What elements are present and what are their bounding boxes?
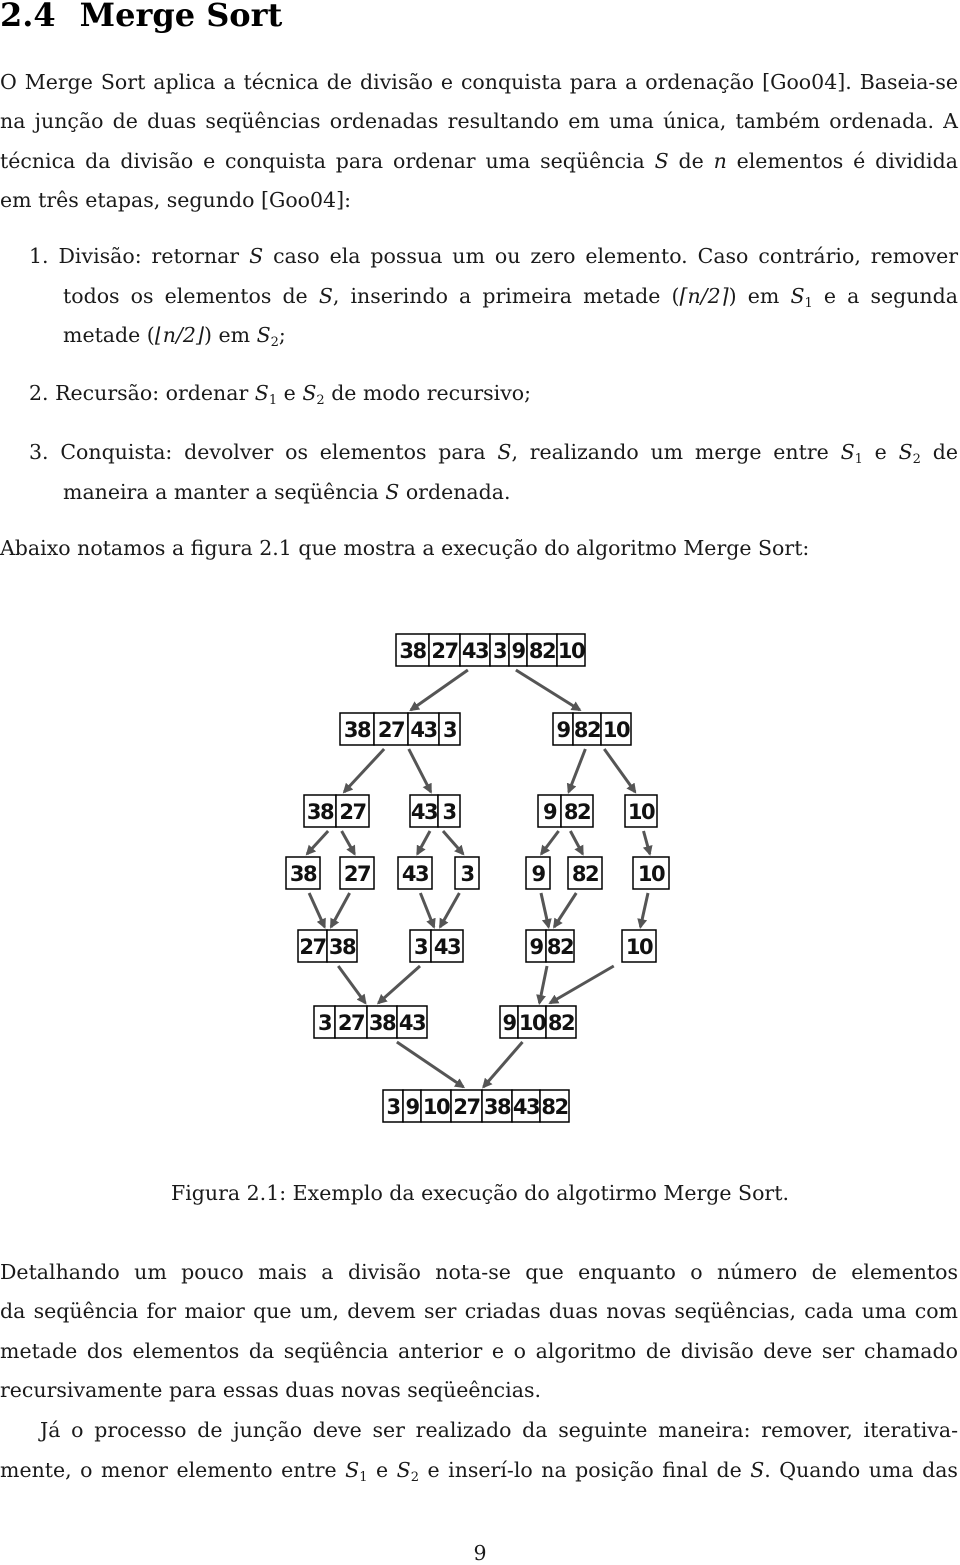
sequence-box	[553, 713, 631, 745]
para2-line-2: da seqüência for maior que um, devem ser criadas duas novas seqüências, cada uma com	[0, 1299, 958, 1323]
flow-arrow	[570, 831, 582, 854]
sequence-value: 3	[386, 1095, 400, 1119]
sequence-box	[340, 857, 374, 889]
sequence-value: 82	[528, 639, 556, 663]
sequence-value: 3	[460, 862, 474, 886]
sequence-value: 27	[299, 935, 326, 959]
sequence-value: 9	[502, 1011, 516, 1035]
flow-arrow	[409, 749, 431, 792]
flow-arrow	[440, 893, 459, 927]
sequence-value: 27	[431, 639, 458, 663]
sequence-value: 27	[339, 800, 366, 824]
sequence-value: 3	[317, 1011, 332, 1035]
sequence-value: 43	[398, 1011, 426, 1035]
sequence-value: 82	[573, 718, 601, 742]
flow-arrow	[483, 1042, 522, 1087]
flow-arrow	[420, 893, 434, 927]
para2-line-3: metade dos elementos da seqüência anterior e o algoritmo de divisão deve ser chamado	[0, 1339, 958, 1363]
sequence-value: 82	[541, 1095, 568, 1119]
flow-arrow	[417, 831, 430, 854]
sequence-value: 3	[413, 935, 428, 959]
sequence-value: 38	[328, 935, 356, 959]
sequence-value: 43	[461, 639, 489, 663]
sequence-value: 10	[625, 935, 653, 959]
sequence-value: 82	[571, 862, 599, 886]
sequence-box	[396, 634, 585, 666]
sequence-value: 3	[442, 718, 457, 742]
sequence-box	[383, 1090, 569, 1122]
sequence-value: 82	[547, 1011, 575, 1035]
step-1-line-1: 1. Divisão: retornar S caso ela possua um ou zero elemento. Caso contrário, remover	[29, 244, 959, 268]
sequence-box	[398, 857, 432, 889]
section-number: 2.4	[0, 0, 56, 34]
step-1-line-2: todos os elementos de S, inserindo a primeira metade (⌈n/2⌉) em $S_1$ e a segunda	[63, 284, 958, 311]
sequence-box	[526, 857, 550, 889]
flow-arrow	[443, 831, 463, 854]
section-title: Merge Sort	[79, 0, 283, 34]
step-3-line-2: maneira a manter a seqüência S ordenada.	[63, 480, 511, 504]
sequence-value: 38	[483, 1095, 511, 1119]
sequence-value: 9	[405, 1095, 419, 1119]
sequence-value: 43	[433, 935, 461, 959]
sequence-box	[314, 1006, 427, 1038]
sequence-value: 27	[337, 1011, 365, 1035]
flow-arrow	[331, 893, 350, 927]
flow-arrow	[344, 749, 384, 792]
sequence-value: 3	[442, 800, 456, 824]
sequence-box	[410, 930, 463, 962]
para3-line-1: Já o processo de junção deve ser realizado da seguinte maneira: remover, iterativa-	[40, 1418, 958, 1442]
step-2: 2. Recursão: ordenar $S_1$ e $S_2$ de modo recursivo;	[29, 381, 532, 408]
merge-sort-diagram	[0, 620, 960, 1140]
flow-arrow	[550, 966, 614, 1003]
sequence-value: 38	[368, 1011, 396, 1035]
para3-line-2: mente, o menor elemento entre $S_1$ e $S_2$ e inserí-lo na posição final de S. Quando uma das	[0, 1458, 958, 1485]
sequence-value: 43	[410, 800, 438, 824]
flow-arrow	[342, 831, 355, 854]
sequence-box	[526, 930, 574, 962]
sequence-value: 38	[399, 639, 426, 663]
flow-arrow	[309, 893, 324, 927]
flow-arrow	[541, 831, 558, 854]
sequence-box	[286, 857, 320, 889]
sequence-value: 10	[422, 1095, 450, 1119]
sequence-value: 82	[563, 800, 591, 824]
flow-arrow	[604, 749, 635, 792]
sequence-value: 3	[492, 639, 507, 663]
sequence-box	[340, 713, 460, 745]
sequence-value: 10	[627, 800, 655, 824]
flow-arrow	[640, 893, 648, 927]
flow-arrow	[541, 893, 549, 927]
step-3-line-1: 3. Conquista: devolver os elementos para S, realizando um merge entre $S_1$ e $S_2$ de	[29, 440, 958, 467]
page-number: 9	[473, 1540, 487, 1565]
flow-arrow	[516, 670, 580, 710]
flow-arrow	[307, 831, 328, 854]
diagram-boxes	[286, 634, 669, 1122]
sequence-value: 10	[557, 639, 585, 663]
intro-line-4: em três etapas, segundo [Goo04]:	[0, 188, 351, 212]
flow-arrow	[338, 966, 365, 1003]
sequence-value: 10	[637, 862, 665, 886]
sequence-value: 10	[518, 1011, 546, 1035]
intro-line-1: O Merge Sort aplica a técnica de divisão e conquista para a ordenação [Goo04]. Baseia-se	[0, 70, 958, 94]
sequence-box	[304, 795, 369, 827]
sequence-value: 43	[512, 1095, 540, 1119]
sequence-box	[410, 795, 460, 827]
flow-arrow	[644, 831, 650, 854]
sequence-value: 9	[556, 718, 570, 742]
sequence-value: 82	[546, 935, 574, 959]
sequence-box	[633, 857, 669, 889]
intro-line-3: técnica da divisão e conquista para ordenar uma seqüência S de n elementos é dividida	[0, 149, 958, 173]
sequence-box	[500, 1006, 576, 1038]
sequence-value: 43	[410, 718, 437, 742]
flow-arrow	[539, 966, 547, 1003]
sequence-value: 9	[542, 800, 557, 824]
para2-line-4: recursivamente para essas duas novas seqüeências.	[0, 1378, 541, 1402]
figure-caption: Figura 2.1: Exemplo da execução do algotirmo Merge Sort.	[171, 1180, 789, 1205]
intro-line-2: na junção de duas seqüências ordenadas resultando em uma única, também ordenada. A	[0, 109, 958, 133]
sequence-box	[625, 795, 657, 827]
sequence-value: 38	[306, 800, 334, 824]
flow-arrow	[554, 893, 576, 927]
flow-arrow	[397, 1042, 463, 1087]
sequence-value: 9	[531, 862, 545, 886]
sequence-value: 38	[289, 862, 317, 886]
sequence-value: 27	[343, 862, 371, 886]
step-1-line-3: metade (⌊n/2⌋) em $S_2$;	[63, 323, 286, 350]
figure-intro: Abaixo notamos a figura 2.1 que mostra a execução do algoritmo Merge Sort:	[0, 536, 810, 560]
sequence-box	[298, 930, 357, 962]
flow-arrow	[378, 966, 420, 1003]
flow-arrow	[411, 670, 468, 710]
sequence-box	[568, 857, 602, 889]
sequence-value: 38	[343, 718, 371, 742]
section-heading	[0, 0, 282, 34]
sequence-value: 9	[529, 935, 543, 959]
sequence-value: 43	[401, 862, 429, 886]
sequence-value: 27	[377, 718, 405, 742]
sequence-box	[622, 930, 656, 962]
sequence-value: 27	[453, 1095, 480, 1119]
sequence-value: 9	[511, 639, 525, 663]
sequence-box	[538, 795, 593, 827]
para2-line-1: Detalhando um pouco mais a divisão nota-se que enquanto o número de elementos	[0, 1260, 958, 1284]
flow-arrow	[569, 749, 586, 792]
sequence-value: 10	[602, 718, 630, 742]
sequence-box	[455, 857, 479, 889]
